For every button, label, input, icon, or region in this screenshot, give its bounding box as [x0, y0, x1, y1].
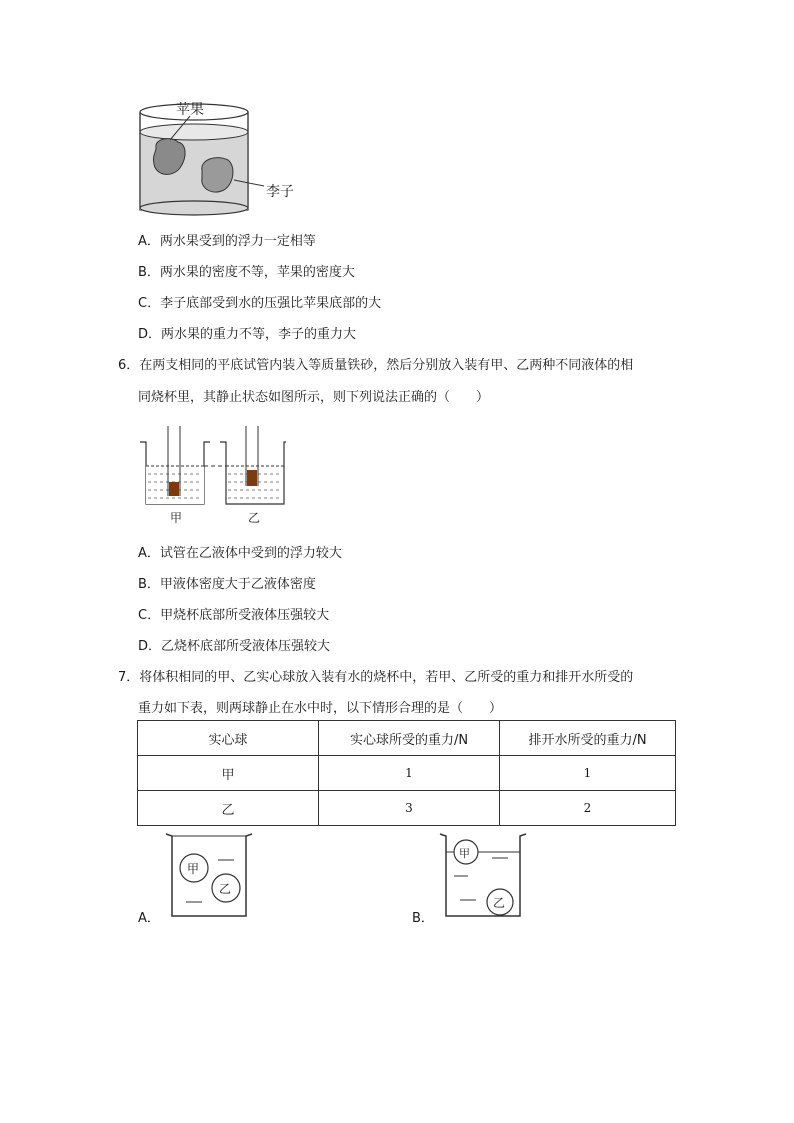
table-cell: 甲: [138, 756, 319, 791]
q7-figure-option-b-label[interactable]: B．: [412, 911, 434, 926]
ball-jia-label: 甲: [187, 862, 200, 876]
q7-figure-option-a-label[interactable]: A．: [138, 911, 160, 926]
q5-option-c[interactable]: C．李子底部受到水的压强比苹果底部的大: [138, 296, 382, 311]
table-cell: 1: [319, 756, 500, 791]
table-row: [138, 756, 676, 791]
plum-label: 李子: [266, 184, 294, 200]
apple-label: 苹果: [176, 102, 204, 118]
ball-jia-label: 甲: [459, 847, 470, 860]
q7-stem-line2: 重力如下表，则两球静止在水中时，以下情形合理的是（ ）: [138, 701, 503, 716]
q6-option-b[interactable]: B．甲液体密度大于乙液体密度: [138, 577, 316, 592]
table-row: [138, 791, 676, 826]
q7-figure-option-a[interactable]: [160, 828, 258, 922]
beaker-label-yi: 乙: [248, 511, 261, 525]
table-cell: 3: [319, 791, 500, 826]
q6-stem-line2: 同烧杯里，其静止状态如图所示，则下列说法正确的（ ）: [138, 390, 490, 405]
q7-figure-option-b[interactable]: [434, 828, 532, 922]
q7-data-table: [137, 720, 676, 826]
table-cell: 1: [500, 756, 676, 791]
table-cell: 2: [500, 791, 676, 826]
table-cell: 乙: [138, 791, 319, 826]
table-header-row: [138, 721, 676, 756]
beaker-label-jia: 甲: [170, 511, 183, 525]
q5-option-b[interactable]: B．两水果的密度不等，苹果的密度大: [138, 265, 355, 280]
q5-option-d[interactable]: D．两水果的重力不等，李子的重力大: [138, 327, 357, 342]
q6-stem-line1: 6．在两支相同的平底试管内装入等质量铁砂，然后分别放入装有甲、乙两种不同液体的相: [118, 358, 634, 373]
table-header-cell: 实心球所受的重力/N: [319, 721, 500, 756]
q6-option-a[interactable]: A．试管在乙液体中受到的浮力较大: [138, 546, 342, 561]
q5-option-a[interactable]: A．两水果受到的浮力一定相等: [138, 234, 316, 249]
table-header-cell: 排开水所受的重力/N: [500, 721, 676, 756]
q6-option-d[interactable]: D．乙烧杯底部所受液体压强较大: [138, 639, 331, 654]
fruit-beaker-figure: [132, 98, 312, 218]
ball-yi-label: 乙: [493, 896, 506, 910]
table-header-cell: 实心球: [138, 721, 319, 756]
plum-shape: [202, 158, 233, 192]
test-tube-beakers-figure: [136, 426, 286, 530]
q7-stem-line1: 7．将体积相同的甲、乙实心球放入装有水的烧杯中，若甲、乙所受的重力和排开水所受的: [118, 670, 634, 685]
q6-option-c[interactable]: C．甲烧杯底部所受液体压强较大: [138, 608, 330, 623]
ball-yi-label: 乙: [219, 882, 232, 896]
